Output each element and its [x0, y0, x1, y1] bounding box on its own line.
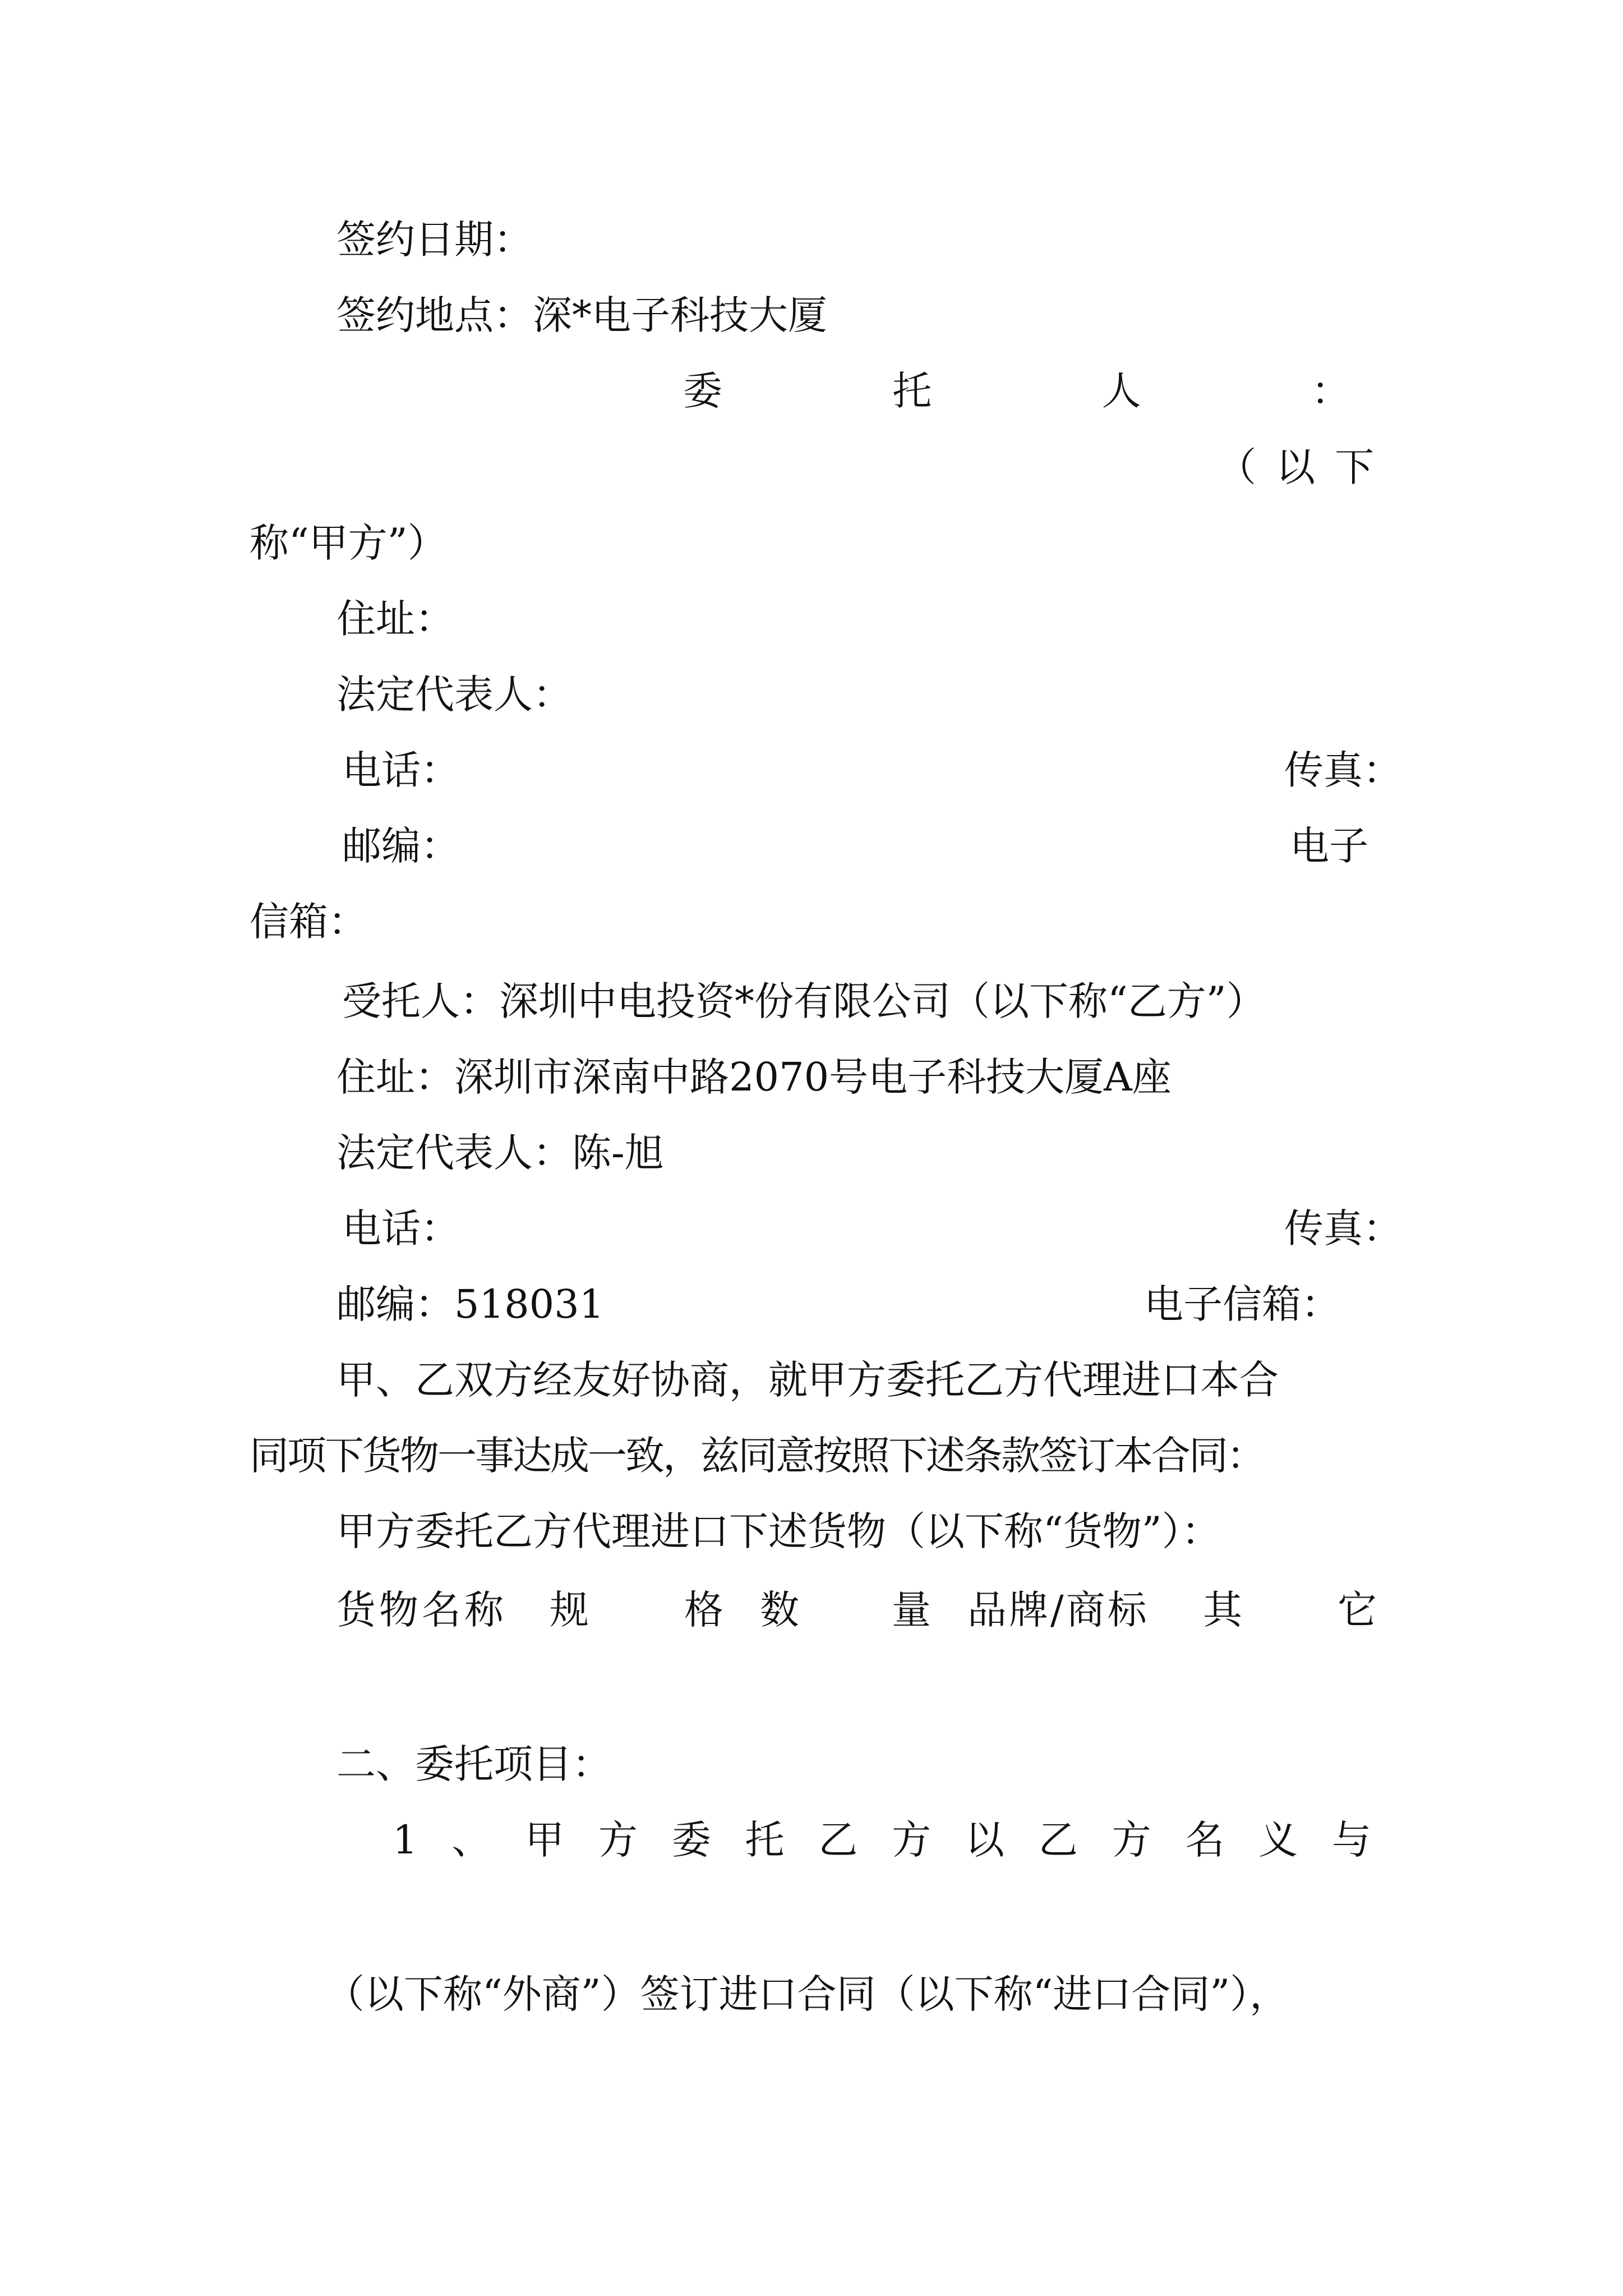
- signing-place-line: 签约地点：深*电子科技大厦: [336, 292, 827, 338]
- party-a-email-label-part1: 电子: [1290, 823, 1368, 869]
- party-a-rep-label: 法定代表人：: [336, 671, 572, 717]
- principal-heading: [683, 368, 1350, 414]
- item-char: 乙: [1038, 1817, 1078, 1863]
- party-b-email-label: 电子信箱：: [1144, 1281, 1340, 1327]
- goods-col-name: 货物名称: [336, 1587, 507, 1633]
- goods-col-spec-1: 规: [550, 1587, 589, 1633]
- party-a-alias-start: [1217, 444, 1374, 490]
- goods-col-other-2: 它: [1338, 1587, 1377, 1633]
- section-2-item-1-cont: （以下称“外商”）签订进口合同（以下称“进口合同”），: [325, 1971, 1289, 2017]
- principal-char: 人: [1101, 368, 1141, 414]
- party-b-line: 受托人：深圳中电投资*份有限公司（以下称“乙方”）: [342, 978, 1266, 1024]
- item-char: 乙: [818, 1817, 858, 1863]
- goods-col-spec-2: 格: [684, 1587, 723, 1633]
- item-char: 方: [598, 1817, 638, 1863]
- item-char: 以: [965, 1817, 1004, 1863]
- party-b-postcode: 邮编：518031: [336, 1281, 605, 1327]
- party-a-email-label-part2: 信箱：: [250, 899, 367, 945]
- intro-line-2: 同项下货物一事达成一致，兹同意按照下述条款签订本合同：: [250, 1433, 1264, 1479]
- party-a-phone-label: 电话：: [342, 747, 460, 793]
- principal-char: 托: [892, 368, 932, 414]
- party-a-address-label: 住址：: [336, 596, 454, 642]
- alias-char: （: [1217, 444, 1256, 490]
- party-b-address: 住址：深圳市深南中路2070号电子科技大厦A座: [336, 1054, 1172, 1100]
- party-a-postcode-label: 邮编：: [342, 823, 460, 869]
- principal-char: ：: [1311, 368, 1350, 414]
- goods-intro: 甲方委托乙方代理进口下述货物（以下称“货物”）：: [336, 1508, 1221, 1554]
- goods-col-brand: 品牌/商标: [967, 1587, 1149, 1633]
- item-char: 名: [1185, 1817, 1225, 1863]
- signing-date-label: 签约日期：: [336, 217, 533, 263]
- item-char: 方: [892, 1817, 932, 1863]
- item-char: 、: [451, 1817, 491, 1863]
- item-char: 1: [393, 1817, 418, 1863]
- item-char: 方: [1112, 1817, 1151, 1863]
- goods-col-qty-2: 量: [892, 1587, 931, 1633]
- goods-col-qty-1: 数: [760, 1587, 799, 1633]
- party-a-alias-cont: 称“甲方”）: [250, 520, 447, 566]
- alias-char: 以: [1276, 444, 1315, 490]
- intro-line-1: 甲、乙双方经友好协商，就甲方委托乙方代理进口本合: [336, 1357, 1279, 1403]
- item-char: 甲: [525, 1817, 565, 1863]
- goods-col-other-1: 其: [1203, 1587, 1242, 1633]
- section-2-item-1: [393, 1817, 1371, 1863]
- item-char: 托: [745, 1817, 785, 1863]
- party-b-phone-label: 电话：: [342, 1205, 460, 1251]
- alias-char: 下: [1335, 444, 1374, 490]
- party-b-rep: 法定代表人：陈-旭: [336, 1130, 664, 1176]
- item-char: 委: [671, 1817, 711, 1863]
- item-char: 义: [1258, 1817, 1298, 1863]
- item-char: 与: [1331, 1817, 1371, 1863]
- section-2-title: 二、委托项目：: [336, 1741, 611, 1787]
- party-b-fax-label: 传真：: [1284, 1205, 1402, 1251]
- principal-char: 委: [683, 368, 722, 414]
- party-a-fax-label: 传真：: [1284, 747, 1402, 793]
